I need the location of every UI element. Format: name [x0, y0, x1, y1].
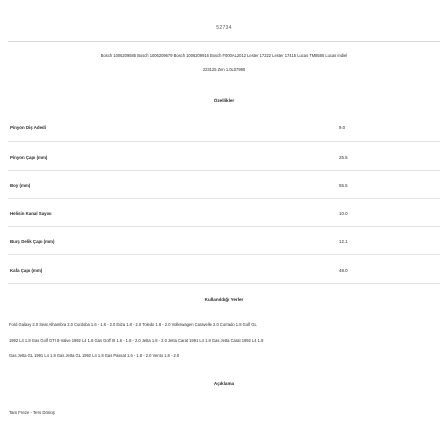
row-divider — [8, 170, 440, 171]
spec-value: 12.1 — [339, 239, 348, 244]
spec-row — [8, 211, 440, 223]
row-divider — [8, 254, 440, 255]
vehicle-list-line: Ford Galaxy 2.0 Seat Alhambra 2.0 Cordoba 1.6 - 1.8 - 2.0 Ibiza 1.8 - 2.0 Toledo 1.8 - 2.0 Volkswagen Caravelle 2.0 Corrado 1.8 Golf GL — [9, 322, 257, 327]
divider — [8, 41, 440, 42]
spec-value: 55.5 — [339, 183, 348, 188]
spec-row — [8, 268, 440, 280]
spec-label: Boy (mm) — [10, 183, 31, 188]
spec-label: Pinyon Çapı (mm) — [10, 155, 48, 160]
spec-value: 9.0 — [339, 125, 346, 130]
row-divider — [8, 141, 440, 142]
spec-value: 48.0 — [339, 268, 348, 273]
row-divider — [8, 198, 440, 199]
spec-row — [8, 183, 440, 195]
spec-row — [8, 239, 440, 251]
vehicles-title: Kullanıldığı Yerler — [204, 297, 244, 302]
spec-label: Pinyon Diş Adedi — [10, 125, 46, 130]
description-text: Tam Freze - Ters Dönüş — [9, 410, 55, 415]
spec-label: Burç Delik Çapı (mm) — [10, 239, 55, 244]
oem-reference-line-2: 223125 Zen 1.0L07990 — [202, 67, 246, 72]
oem-reference-line-1: Bosch 1006209585 Bosch 1006209679 Bosch 1006209916 Bosch F000AL2012 Lester 17222 Lester 17415 Lucas TM8585 Lucas Indiel — [100, 53, 348, 58]
spec-value: 10.0 — [339, 211, 348, 216]
vehicle-list-line: 1992 L4 1.8 Gas Golf GTI 8-Valve 1992 L4 1.8 Gas Golf III 1.6 - 1.8 - 2.0 Jetta 1.8 - 2.0 Jetta Carat 1991 L4 1.8 Gas Jetta Carat 1992 L4 1.8 — [9, 338, 264, 343]
row-divider — [8, 226, 440, 227]
spec-label: Kafa Çapı (mm) — [10, 268, 43, 273]
specs-title: Özellikler — [213, 98, 235, 103]
spec-row — [8, 125, 440, 137]
spec-row — [8, 155, 440, 167]
spec-value: 25.5 — [339, 155, 348, 160]
vehicle-list-line: Gas Jetta GL 1991 L4 1.8 Gas Jetta GL 1992 L4 1.8 Gas Passat 1.6 - 1.8 - 2.0 Vento 1.8 - 2.0 — [9, 353, 180, 358]
spec-label: Helisin Kanal Sayısı — [10, 211, 52, 216]
product-code: 52734 — [216, 25, 232, 31]
row-divider — [8, 283, 440, 284]
description-title: Açıklama — [213, 381, 235, 386]
